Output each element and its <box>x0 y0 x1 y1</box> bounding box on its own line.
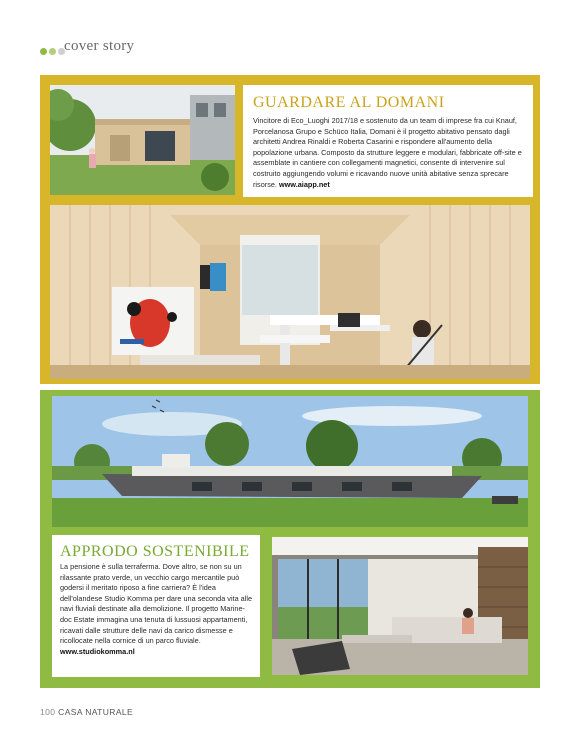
article-2-body-text: La pensione è sulla terraferma. Dove altro, se non su un rilassante prato verde, un vecchio cargo mercantile può godersi il meritato riposo a fine carriera? È l'idea dell'olandese Studio Komma per dare una seconda vita alle navi fluviali destinate alla demolizione. Il progetto Marine-doc Estate immagina una tenuta di lussuosi appartamenti, ricavati dalle strutture delle navi da carico dismesse e ricollocate nella cornice di un parco fluviale. <box>60 562 253 646</box>
article-1-title: GUARDARE AL DOMANI <box>253 94 445 111</box>
magazine-name: CASA NATURALE <box>58 707 134 717</box>
dot-2 <box>49 48 56 55</box>
article-1-link[interactable]: www.aiapp.net <box>278 179 330 189</box>
section-dots <box>40 43 67 53</box>
section-label: cover story <box>64 38 135 54</box>
ship-apartment-living-room-image <box>272 537 528 675</box>
modular-house-exterior-image <box>50 85 235 195</box>
modular-house-interior-image <box>50 205 530 379</box>
article-2-body <box>60 562 256 657</box>
article-1-body-text: Vincitore di Eco_Luoghi 2017/18 e sostenuto da un team di imprese fra cui Knauf, Porcelanosa Grupo e Schüco Italia, Domani è il progetto abitativo pensato dagli architetti Andrea Rinaldi e Roberta Casarini e rispondere all'aumento della popolazione urbana. Composto da strutture leggere e modulari, fabbricate off-site e assemblate in cantiere con collegamenti magnetici, consente di intervenire sul costruito aggiungendo volumi e ricavando nuove unità abitative senza sprecare risorse. <box>253 116 522 189</box>
article-2-link[interactable]: www.studiokomma.nl <box>60 646 135 656</box>
page-footer <box>40 707 133 717</box>
dot-1 <box>40 48 47 55</box>
article-2-title: APPRODO SOSTENIBILE <box>60 543 250 560</box>
article-1-body <box>253 116 529 190</box>
converted-cargo-ship-exterior-image <box>52 396 528 527</box>
page-number: 100 <box>40 707 56 717</box>
